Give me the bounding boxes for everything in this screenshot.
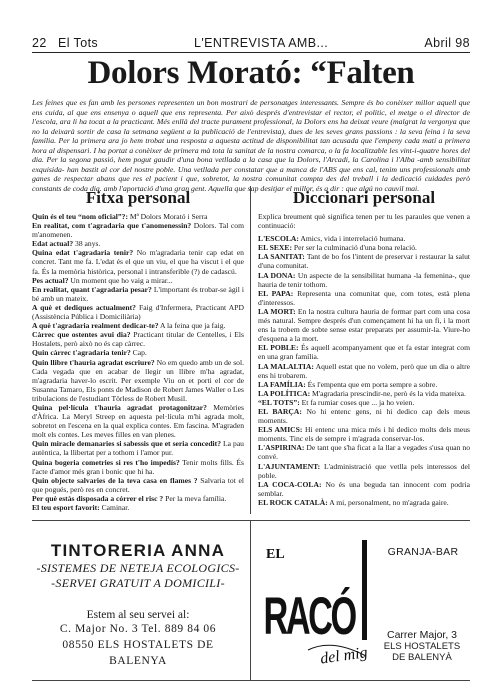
- diccionari-intro: Explica breument què significa tenen per tu les paraules que venen a continuació:: [258, 212, 470, 231]
- fitxa-list: [32, 212, 244, 512]
- diccionari-item: [258, 234, 470, 243]
- diccionari-item: [258, 389, 470, 398]
- diccionari-question: LA COCA-COLA:: [258, 479, 322, 489]
- fitxa-question: Quina pel·lícula t'hauria agradat protagonitzar?: [32, 402, 207, 412]
- issue-date: Abril 98: [424, 36, 470, 50]
- tintoreria-service: Estem al seu servei al:: [86, 609, 190, 621]
- diccionari-item: [258, 343, 470, 361]
- fitxa-answer: Caminar.: [99, 503, 130, 512]
- raco-ad: [258, 528, 470, 678]
- fitxa-answer: Dolors. Tal com m'anomenen.: [32, 221, 244, 240]
- page-number: 22: [32, 36, 47, 50]
- diccionari-question: LA FAMÍLIA:: [258, 379, 306, 389]
- fitxa-answer: Practicant titular de Centelles, i Els Hostalets, però això no és cap càrrec.: [32, 330, 244, 349]
- diccionari-answer: Un aspecte de la sensibilitat humana -la femenina-, que hauria de tenir tothom.: [258, 270, 470, 289]
- fitxa-item: [32, 285, 244, 303]
- column-divider: [250, 186, 251, 514]
- fitxa-question: Quina bogeria cometries si res t'ho impedís?: [32, 457, 180, 467]
- fitxa-answer: No m'agradaria tenir cap edat en concret. Tant me fa. L'edat és el que un viu, el que ha viscut i el que fa. És la memòria històrica, personal i intransferible (?) de cadascú.: [32, 248, 244, 276]
- section-name: L'ENTREVISTA AMB...: [194, 36, 329, 50]
- fitxa-question: Quin llibre t'hauria agradat escriure?: [32, 357, 155, 367]
- diccionari-item: [258, 498, 470, 507]
- running-header: [32, 36, 470, 52]
- fitxa-item: [32, 358, 244, 403]
- diccionari-question: EL SEXE:: [258, 243, 292, 253]
- fitxa-answer: Mª Dolors Morató i Serra: [127, 212, 208, 221]
- diccionari-answer: En la nostra cultura hauria de formar part com una cosa més natural. Sempre després d'un començament hi ha un fi, i la mort ens la trobem de sobte sense estar preparats per assumir-la. Viure-ho d'esquena a la mort.: [258, 306, 470, 344]
- diccionari-item: [258, 362, 470, 380]
- raco-town-2: DE BALENYÀ: [392, 652, 452, 663]
- fitxa-answer: Memòries d'Àfrica. La Meryl Streep en aquesta pel·lícula m'hi agrada molt, sobretot en l'escena en la qual explica contes. Em fascina. M'agraden molt els contes. Les meves filles en van plenes.: [32, 402, 244, 440]
- fitxa-item: [32, 248, 244, 275]
- fitxa-item: [32, 239, 244, 248]
- fitxa-column: [32, 188, 244, 512]
- tintoreria-city: 08550 ELS HOSTALETS DE BALENYA: [62, 639, 214, 667]
- diccionari-question: EL BARÇA:: [258, 406, 302, 416]
- fitxa-question: Quin miracle demanaries si sabessis que et seria concedit?: [32, 439, 221, 449]
- svg-text:del mig: del mig: [319, 644, 369, 668]
- diccionari-column: [258, 188, 470, 512]
- ads-divider: [250, 520, 251, 680]
- fitxa-question: Quin càrrec t'agradaria tenir?: [32, 348, 131, 358]
- fitxa-answer: No em quedo amb un de sol. Cada vegada que en acabar de llegir un llibre m'ha agradat, m'agradaria haver-lo escrit. Per exemple Viu on et porti el cor de Susanna Tamaro, Els ponts de Madison de Robert James Waller o Les tribulacions de l'estudiant Törless de Robert Musil.: [32, 357, 244, 403]
- diccionari-question: EL ROCK CATALÀ:: [258, 497, 328, 507]
- fitxa-item: [32, 503, 244, 512]
- diccionari-item: [258, 462, 470, 480]
- el-raco-logo: [262, 538, 372, 668]
- raco-town-1: ELS HOSTALETS: [383, 641, 461, 652]
- tintoreria-tagline-1: -SISTEMES DE NETEJA ECOLOGICS-: [36, 561, 240, 575]
- diccionari-answer: No és una beguda tan innocent com podria semblar.: [258, 479, 470, 498]
- diccionari-item: [258, 289, 470, 307]
- fitxa-answer: Cap.: [130, 348, 147, 358]
- tintoreria-ad: [32, 528, 244, 678]
- fitxa-answer: Salvaria tot el que pogués, però res en concret.: [32, 475, 244, 494]
- diccionari-question: LA DONA:: [258, 270, 296, 280]
- fitxa-item: [32, 403, 244, 439]
- diccionari-answer: De tant que s'ha ficat a la llar a vegades s'usa quan no convé.: [258, 443, 470, 462]
- fitxa-question: Edat actual?: [32, 239, 74, 249]
- diccionari-item: [258, 243, 470, 252]
- diccionari-answer: M'agradaria prescindir-ne, però és la vida mateixa.: [310, 388, 466, 398]
- diccionari-answer: Amics, vida i interrelació humana.: [298, 234, 406, 244]
- fitxa-answer: Per la meva família.: [163, 493, 227, 503]
- fitxa-answer: Tenir molts fills. És l'acte d'amor més gran i bonic que hi ha.: [32, 457, 244, 476]
- diccionari-answer: Et fa rumiar coses que ... ja ho veien.: [299, 397, 415, 407]
- fitxa-question: En realitat, quant t'agradaria pesar?: [32, 284, 152, 294]
- diccionari-item: [258, 407, 470, 425]
- tintoreria-address: C. Major No. 3 Tel. 889 84 06: [59, 623, 217, 635]
- diccionari-item: [258, 480, 470, 498]
- svg-text:RACÓ: RACÓ: [263, 587, 358, 646]
- fitxa-item: [32, 221, 244, 239]
- header-rule: [32, 52, 470, 53]
- fitxa-answer: 38 anys.: [73, 239, 101, 249]
- fitxa-answer: L'important és trobar-se àgil i bé amb un mateix.: [32, 284, 244, 303]
- diccionari-question: “EL TOTS”:: [258, 397, 300, 407]
- diccionari-item: [258, 307, 470, 343]
- diccionari-answer: A mi, personalment, no m'agrada gaire.: [327, 497, 449, 507]
- fitxa-answer: La pau autèntica, la llibertat per a tothom i l'amor pur.: [32, 439, 244, 458]
- fitxa-item: [32, 348, 244, 357]
- fitxa-answer: A la feina que ja faig.: [158, 321, 226, 331]
- ads-bottom-rule: [32, 680, 470, 681]
- diccionari-item: [258, 443, 470, 461]
- fitxa-item: [32, 303, 244, 321]
- diccionari-heading: Diccionari personal: [292, 188, 436, 207]
- fitxa-item: [32, 458, 244, 476]
- diccionari-question: LA POLÍTICA:: [258, 388, 311, 398]
- diccionari-answer: Hi entenc una mica més i hi dedico molts dels meus moments. Tinc els de sempre i m'agrada conservar-los.: [258, 425, 470, 444]
- diccionari-question: ELS AMICS:: [258, 425, 303, 435]
- fitxa-item: [32, 439, 244, 457]
- diccionari-answer: Aquell estat que no volem, però que un dia o altre ens hi trobarem.: [258, 361, 470, 380]
- fitxa-item: [32, 212, 244, 221]
- fitxa-item: [32, 321, 244, 330]
- raco-address: [374, 630, 470, 663]
- diccionari-answer: Representa una comunitat que, com totes, està plena d'interessos.: [258, 288, 470, 307]
- magazine-name: El Tots: [58, 36, 99, 50]
- fitxa-item: [32, 330, 244, 348]
- article-title: Dolors Morató: “Falten: [87, 55, 415, 91]
- fitxa-item: [32, 476, 244, 494]
- diccionari-item: [258, 425, 470, 443]
- diccionari-question: LA MALALTIA:: [258, 361, 314, 371]
- fitxa-question: En realitat, com t'agradaria que t'anomenessin?: [32, 221, 192, 231]
- diccionari-item: [258, 271, 470, 289]
- fitxa-question: Per què estàs disposada a córrer el risc ?: [32, 493, 164, 503]
- diccionari-item: [258, 398, 470, 407]
- diccionari-answer: No hi entenc gens, ni hi dedico cap dels meus moments.: [258, 406, 470, 426]
- diccionari-list: [258, 234, 470, 507]
- fitxa-question: A què t'agradaria realment dedicar-te?: [32, 321, 159, 331]
- granja-bar-title: GRANJA-BAR: [387, 546, 459, 558]
- fitxa-question: Quin objecte salvaries de la teva casa en flames ?: [32, 475, 198, 485]
- diccionari-question: LA MORT:: [258, 306, 296, 316]
- diccionari-question: LA SANITAT:: [258, 252, 305, 262]
- diccionari-question: L'ASPIRINA:: [258, 443, 305, 453]
- fitxa-question: Quina edat t'agradaria tenir?: [32, 248, 134, 258]
- fitxa-question: El teu esport favorit:: [32, 503, 100, 512]
- diccionari-answer: És l'empenta que em porta sempre a sobre.: [305, 379, 438, 389]
- svg-text:EL: EL: [266, 547, 285, 562]
- diccionari-question: EL POBLE:: [258, 343, 299, 353]
- fitxa-answer: Un moment que ho vaig a mirar...: [68, 275, 173, 285]
- diccionari-answer: Tant de bo fos l'intent de preservar i restaurar la salut d'una comunitat.: [258, 252, 470, 271]
- tintoreria-name: TINTORERIA ANNA: [50, 541, 226, 560]
- fitxa-item: [32, 276, 244, 285]
- fitxa-question: Pes actual?: [32, 275, 69, 285]
- tintoreria-tagline-2: -SERVEI GRATUIT A DOMICILI-: [51, 576, 225, 590]
- fitxa-question: Càrrec que ostentes avui dia?: [32, 330, 131, 340]
- diccionari-answer: L'administració que vetlla pels interessos del poble.: [258, 461, 470, 480]
- diccionari-answer: És aquell acompanyament que et fa estar integrat com en una gran família.: [258, 343, 470, 362]
- fitxa-question: A què et dediques actualment?: [32, 302, 136, 312]
- diccionari-answer: Per ser la culminació d'una bona relació.: [291, 243, 417, 253]
- fitxa-heading: Fitxa personal: [85, 188, 191, 207]
- diccionari-item: [258, 380, 470, 389]
- diccionari-question: EL PAPA:: [258, 288, 294, 298]
- diccionari-item: [258, 252, 470, 270]
- article-intro: Les feines que es fan amb les persones representen un bon mostrari de personatges interessants. Sempre és bo conèixer millor aquell que ens cuida, al que ens ensenya o aquell que ens representa. Per això després d'entrevistar el rector, el polític, el metge o el director de l'escola, ara li ha tocat a la practicant. Més enllà del tracte purament professional, la Dolors ens ha deixat veure (malgrat la vergonya que no la deixarà sortir de casa la setmana següent a la publicació de l'entrevista), dues de les seves grans passions : la seva feina i la seva família. Per la primera ara jo hem trobat una resposta a aquesta actitud de disponibilitat tan acusada que l'empeny cada matí a primera hora al dispensari. I ha portat a conèixer de primera mà tota la sanitat de la nostra comarca, o la fa localitzable les vint-i-quatre hores del dia. Per la segona passió, hem pogut gaudir d'una bona vetllada a la casa que la Dolors, l'Arcadi, la Carolina i l'Alba -amb sensibilitat exquisida- han bastit al cor del nostre poble. Una vetllada per constatar que a manca de l'ABS que ens cal, tenim uns professionals amb ganes de respectar abans que res el pacient i que, sobretot, la nostra comunitat compta des del treball i la dedicació cuidades però constants de coda dia. amb l'aportació d'una gran gent. Aquella que sap desitjar el millor, és a dir : que algú no cauvil mai.: [32, 98, 470, 193]
- fitxa-question: Quin és el teu “nom oficial”?:: [32, 212, 128, 221]
- diccionari-question: L'ESCOLA:: [258, 234, 299, 244]
- diccionari-question: L'AJUNTAMENT:: [258, 461, 321, 471]
- ads-top-rule: [32, 520, 470, 521]
- fitxa-item: [32, 494, 244, 503]
- fitxa-answer: Faig d'Infermera, Practicant APD (Assistència Pública i Domiciliària): [32, 302, 244, 322]
- raco-street: Carrer Major, 3: [386, 629, 458, 641]
